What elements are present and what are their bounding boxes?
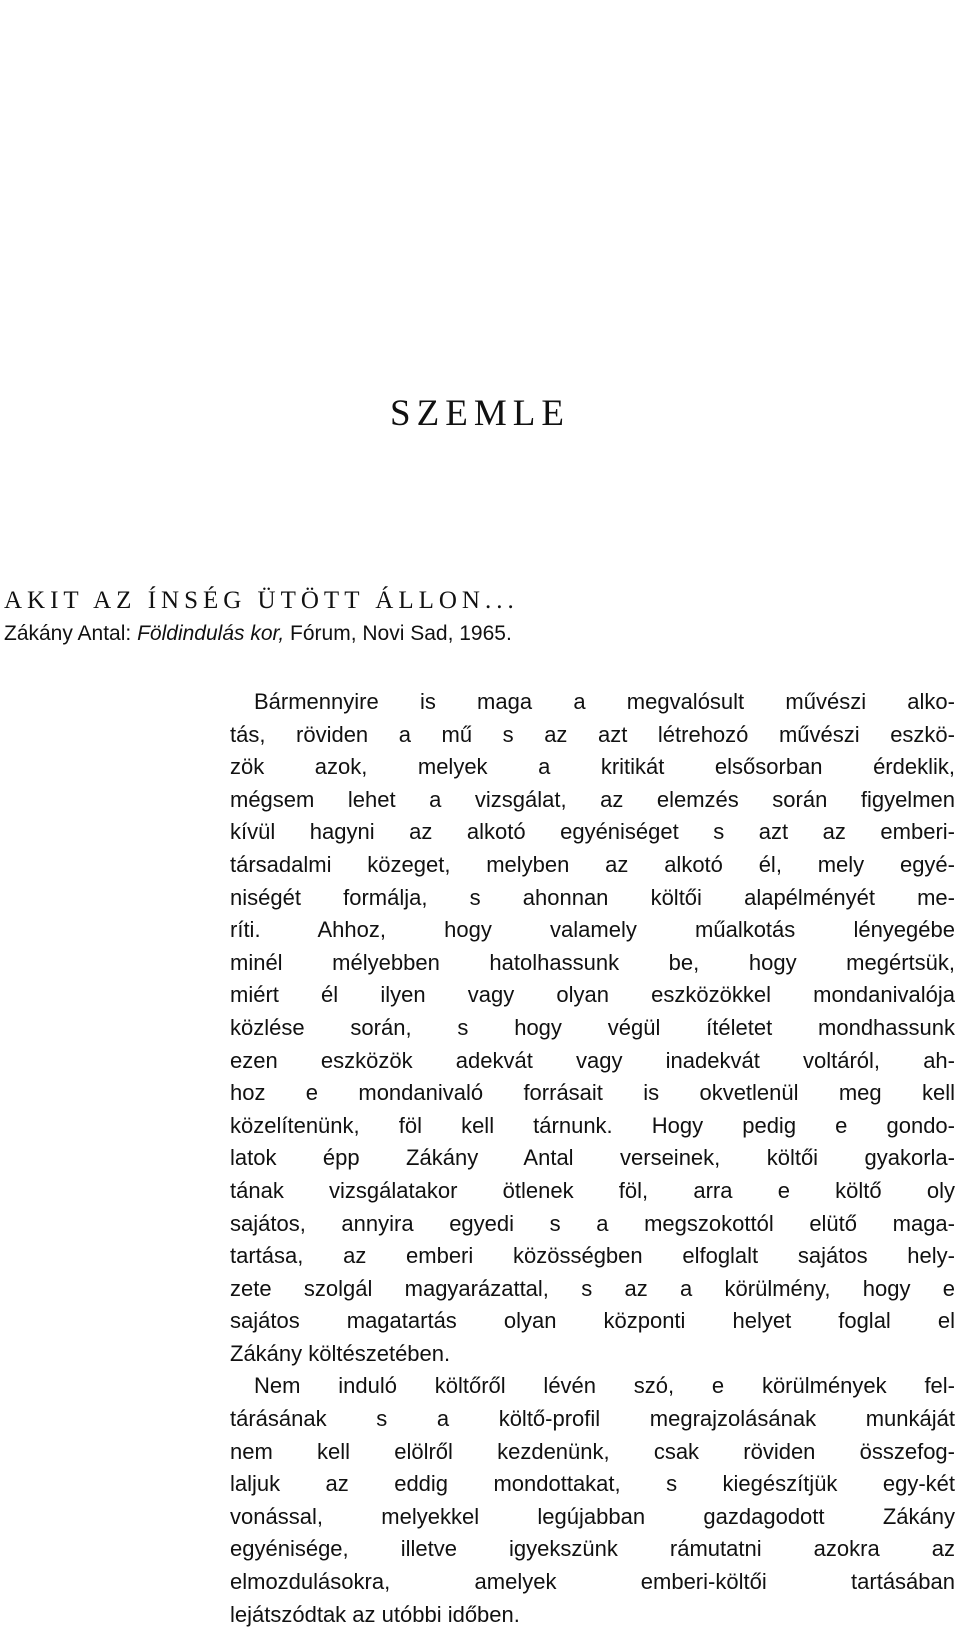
byline [4,622,512,646]
body-line: minél mélyebben hatolhassunk be, hogy megértsük, [230,949,955,975]
body-line: tartása, az emberi közösségben elfoglalt sajátos hely- [230,1243,955,1269]
body-line: zök azok, melyek a kritikát elsősorban érdeklik, [230,754,955,780]
body-line: latok épp Zákány Antal verseinek, költői gyakorla- [230,1145,955,1171]
body-line: ríti. Ahhoz, hogy valamely műalkotás lényegébe [230,917,955,943]
body-line: elmozdulásokra, amelyek emberi-költői tartásában [230,1569,955,1595]
body-line: Bármennyire is maga a megvalósult művészi alko- [254,689,955,714]
body-line: társadalmi közeget, melyben az alkotó él, mely egyé- [230,851,955,877]
body-line: tárásának s a költő-profil megrajzolásának munkáját [230,1406,955,1432]
body-line: miért él ilyen vagy olyan eszközökkel mondanivalója [230,982,955,1008]
body-line: mégsem lehet a vizsgálat, az elemzés során figyelmen [230,786,955,812]
body-line: sajátos magatartás olyan központi helyet foglal el [230,1308,955,1334]
body-line: tának vizsgálatakor ötlenek föl, arra e költő oly [230,1177,955,1203]
body-line: közlése során, s hogy végül ítéletet mondhassunk [230,1014,955,1040]
author-name: Zákány Antal: [4,622,132,645]
body-line: Zákány költészetében. [230,1340,451,1366]
body-line: Nem induló költőről lévén szó, e körülmények fel- [254,1373,955,1399]
body-line: tás, röviden a mű s az azt létrehozó művészi eszkö- [230,721,955,747]
body-line: niségét formálja, s ahonnan költői alapélményét me- [230,884,955,910]
body-line: kívül hagyni az alkotó egyéniséget s azt az emberi- [230,819,955,845]
body-line: közelítenünk, föl kell tárnunk. Hogy pedig e gondo- [230,1112,955,1138]
body-line: hoz e mondanivaló forrásait is okvetlenül meg kell [230,1080,955,1106]
section-title: SZEMLE [390,393,570,434]
body-line: sajátos, annyira egyedi s a megszokottól elütő maga- [230,1210,955,1236]
article-body [230,686,955,1631]
body-line: nem kell elölről kezdenünk, csak röviden összefog- [230,1438,955,1464]
body-line: ezen eszközök adekvát vagy inadekvát voltáról, ah- [230,1047,955,1073]
article-title: AKIT AZ ÍNSÉG ÜTÖTT ÁLLON... [4,587,519,614]
body-line: laljuk az eddig mondottakat, s kiegészítjük egy-két [230,1471,955,1497]
publisher-info: Fórum, Novi Sad, 1965. [290,622,512,645]
body-line: egyénisége, illetve igyekszünk rámutatni azokra az [230,1536,955,1562]
body-line: vonással, melyekkel legújabban gazdagodott Zákány [230,1503,955,1529]
body-line: lejátszódtak az utóbbi időben. [230,1601,520,1627]
body-line: zete szolgál magyarázattal, s az a körülmény, hogy e [230,1275,955,1301]
book-title: Földindulás kor, [137,622,285,645]
